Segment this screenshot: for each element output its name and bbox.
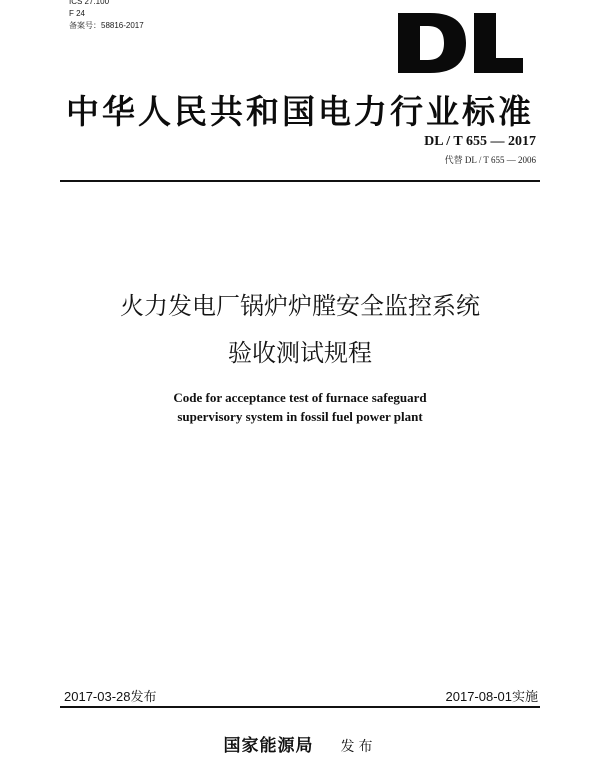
standard-code: DL / T 655 — 2017 (424, 134, 536, 149)
implementation-date: 2017-08-01实施 (445, 689, 538, 704)
replaces-standard: 代替 DL / T 655 — 2006 (444, 155, 536, 165)
record-number: 备案号：58816-2017 (69, 21, 144, 30)
title-chinese-line-2: 验收测试规程 (228, 339, 372, 367)
issue-date: 2017-03-28发布 (64, 689, 157, 704)
title-english-line-1: Code for acceptance test of furnace safeguard (173, 390, 427, 405)
ccs-code: F 24 (69, 9, 86, 18)
title-english-line-2: supervisory system in fossil fuel power plant (177, 409, 423, 424)
publisher-name: 国家能源局 (223, 736, 314, 756)
top-divider (60, 180, 540, 182)
publisher-action: 发布 (340, 739, 377, 755)
standard-type-heading: 中华人民共和国电力行业标准 (66, 92, 534, 131)
dl-logo (396, 13, 524, 73)
title-chinese-line-1: 火力发电厂锅炉炉膛安全监控系统 (120, 292, 480, 320)
publisher-line (0, 731, 600, 756)
bottom-divider (60, 706, 540, 708)
ics-code: ICS 27.100 (69, 0, 110, 6)
dl-logo-mark (396, 13, 524, 73)
classification-block (69, 0, 144, 32)
